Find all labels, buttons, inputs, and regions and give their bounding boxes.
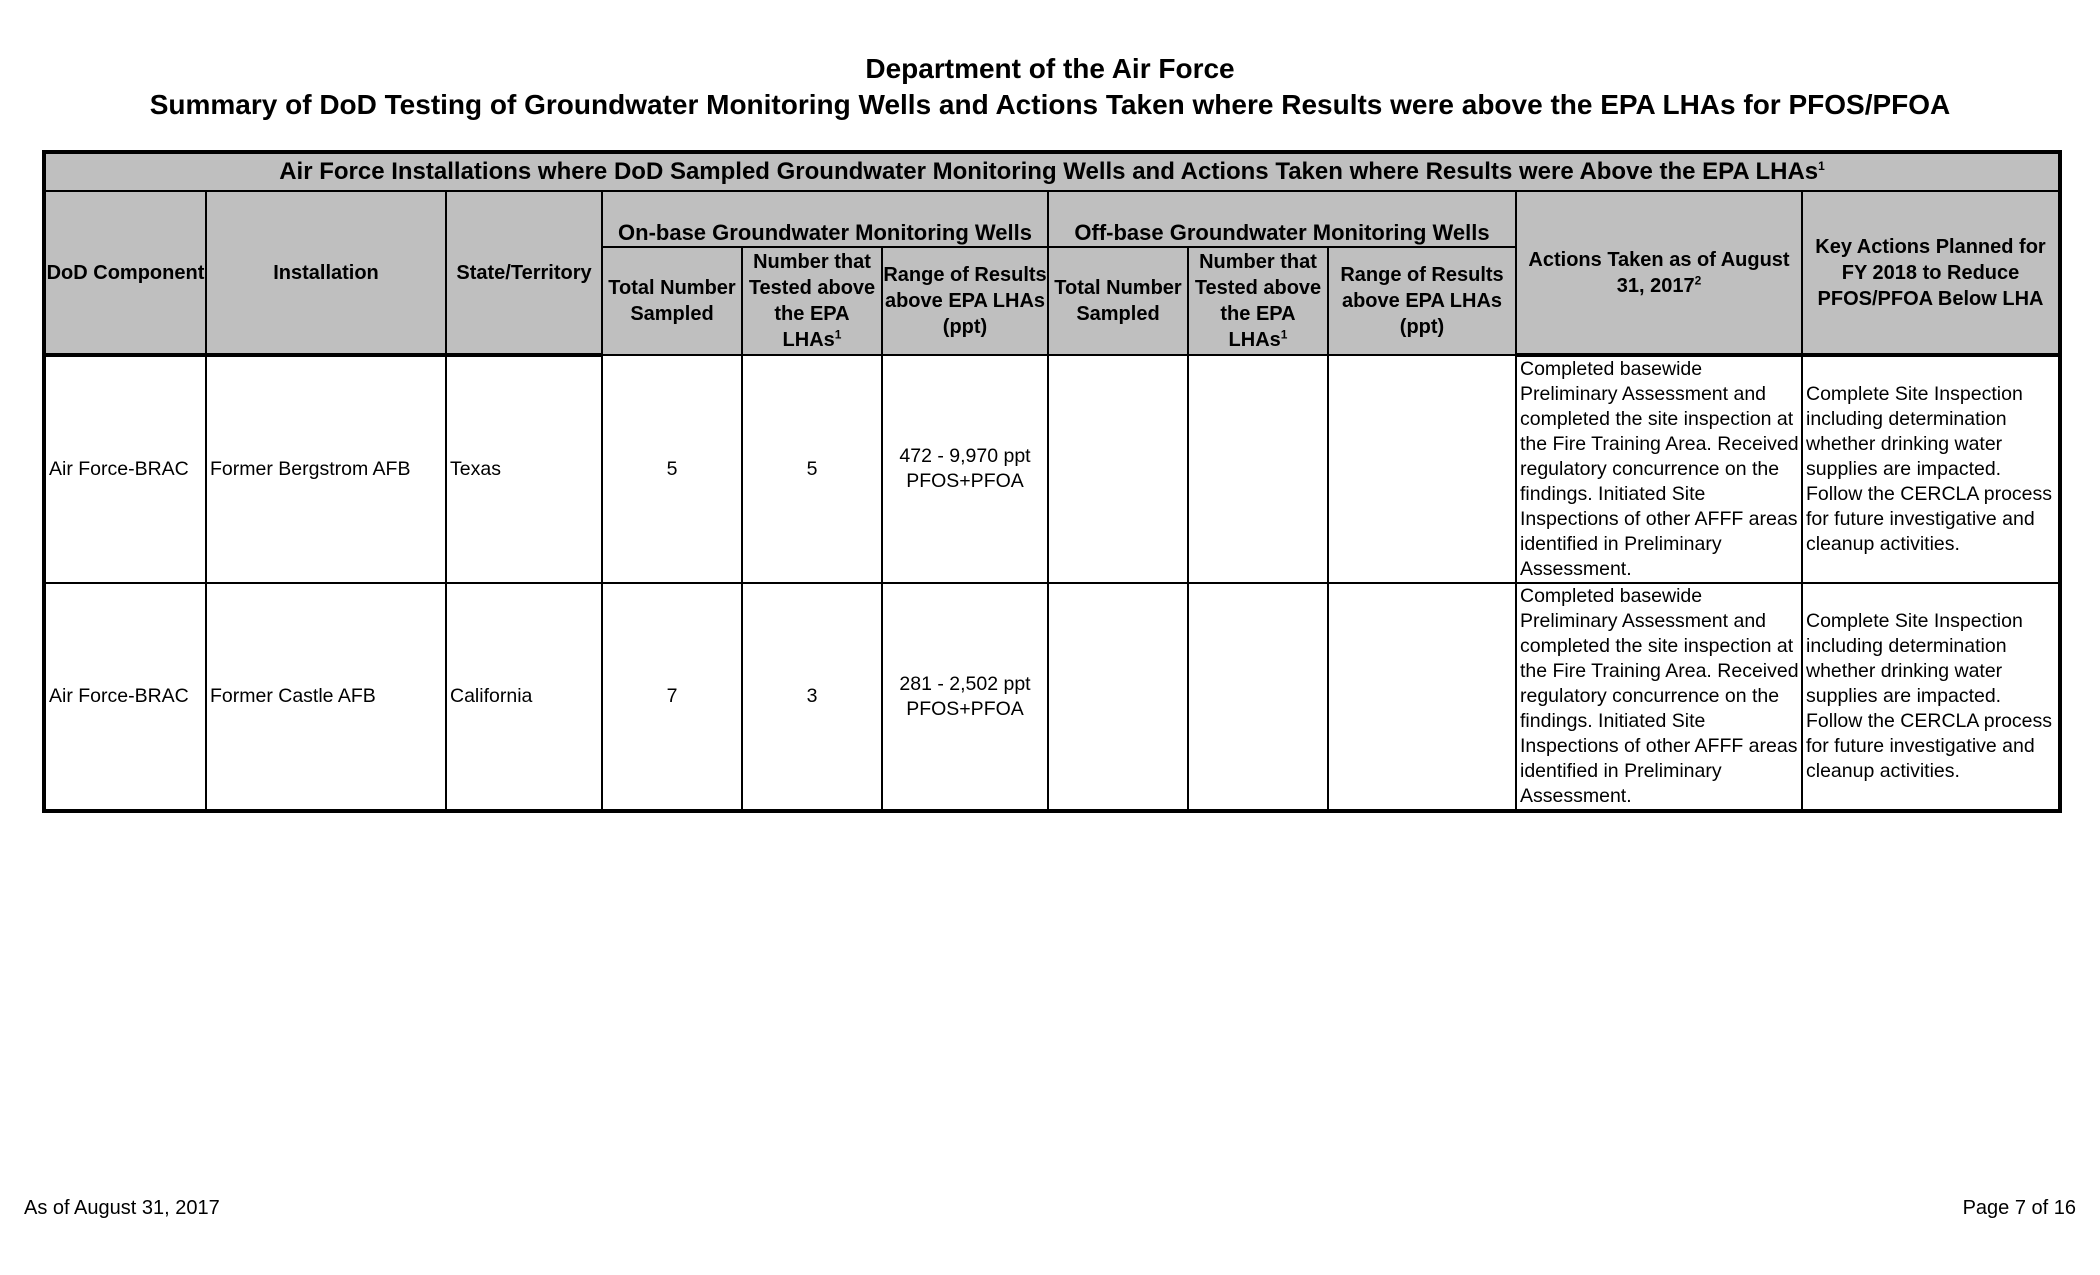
- cell-offbase-above: [1188, 355, 1328, 583]
- cell-onbase-above: 5: [742, 355, 882, 583]
- header-state: [446, 191, 602, 355]
- cell-onbase-range: 281 - 2,502 ppt PFOS+PFOA: [882, 583, 1048, 811]
- header-offbase-above-label: Number that Tested above the EPA LHAs: [1194, 251, 1322, 351]
- cell-state: California: [446, 583, 602, 811]
- header-actions-taken-label: Actions Taken as of August 31, 2017: [1528, 248, 1790, 297]
- header-installation-label: Installation: [273, 261, 379, 284]
- cell-key-actions: Complete Site Inspection including determination whether drinking water supplies are impacted. Follow the CERCLA process for future investigative and cleanup activities.: [1802, 583, 2060, 811]
- cell-key-actions: Complete Site Inspection including determination whether drinking water supplies are impacted. Follow the CERCLA process for future investigative and cleanup activities.: [1802, 355, 2060, 583]
- header-dod-component: [44, 191, 206, 355]
- document-subtitle: Summary of DoD Testing of Groundwater Monitoring Wells and Actions Taken where Results were above the EPA LHAs for PFOS/PFOA: [149, 89, 1951, 120]
- cell-onbase-total: 7: [602, 583, 742, 811]
- cell-offbase-total: [1048, 355, 1188, 583]
- header-onbase-above-label: Number that Tested above the EPA LHAs: [748, 251, 876, 351]
- header-onbase-range: [882, 247, 1048, 355]
- cell-installation: Former Bergstrom AFB: [206, 355, 446, 583]
- header-onbase-total-label: Total Number Sampled: [608, 277, 736, 325]
- header-onbase-group: On-base Groundwater Monitoring Wells: [602, 191, 1048, 247]
- header-offbase-range-label: Range of Results above EPA LHAs (ppt): [1340, 264, 1504, 338]
- table-banner: [44, 152, 2060, 191]
- table-banner-text: Air Force Installations where DoD Sampled Groundwater Monitoring Wells and Actions Taken where Results were Above the EPA LHAs: [279, 158, 1819, 185]
- cell-offbase-total: [1048, 583, 1188, 811]
- header-onbase-range-label: Range of Results above EPA LHAs (ppt): [883, 264, 1047, 338]
- cell-offbase-range: [1328, 583, 1516, 811]
- header-offbase-total: [1048, 247, 1188, 355]
- header-state-label: State/Territory: [456, 261, 592, 284]
- cell-onbase-above: 3: [742, 583, 882, 811]
- header-dod-component-label: DoD Component: [46, 261, 205, 284]
- cell-actions-taken: Completed basewide Preliminary Assessment and completed the site inspection at the Fire Training Area. Received regulatory concurrence on the findings. Initiated Site Inspections of other AFFF areas identified in Preliminary Assessment.: [1516, 355, 1802, 583]
- cell-component: Air Force-BRAC: [44, 583, 206, 811]
- header-actions-taken-footnote: 2: [1694, 272, 1702, 287]
- header-onbase-above-footnote: 1: [834, 327, 842, 342]
- header-installation: [206, 191, 446, 355]
- footer-date: As of August 31, 2017: [24, 1197, 220, 1219]
- header-offbase-above: [1188, 247, 1328, 355]
- header-offbase-total-label: Total Number Sampled: [1054, 277, 1182, 325]
- table-row: [44, 583, 2060, 811]
- header-offbase-range: [1328, 247, 1516, 355]
- cell-onbase-range: 472 - 9,970 ppt PFOS+PFOA: [882, 355, 1048, 583]
- cell-state: Texas: [446, 355, 602, 583]
- table-row: [44, 355, 2060, 583]
- footer-page-number: Page 7 of 16: [1962, 1197, 2076, 1219]
- cell-onbase-total: 5: [602, 355, 742, 583]
- header-key-actions: [1802, 191, 2060, 355]
- header-offbase-group: Off-base Groundwater Monitoring Wells: [1048, 191, 1516, 247]
- cell-actions-taken: Completed basewide Preliminary Assessment and completed the site inspection at the Fire Training Area. Received regulatory concurrence on the findings. Initiated Site Inspections of other AFFF areas identified in Preliminary Assessment.: [1516, 583, 1802, 811]
- cell-offbase-range: [1328, 355, 1516, 583]
- header-offbase-above-footnote: 1: [1280, 327, 1288, 342]
- header-onbase-total: [602, 247, 742, 355]
- cell-installation: Former Castle AFB: [206, 583, 446, 811]
- header-actions-taken: [1516, 191, 1802, 355]
- installations-table: [42, 150, 2062, 813]
- header-onbase-above: [742, 247, 882, 355]
- cell-offbase-above: [1188, 583, 1328, 811]
- document-title: Department of the Air Force: [865, 53, 1235, 84]
- header-key-actions-label: Key Actions Planned for FY 2018 to Reduce PFOS/PFOA Below LHA: [1815, 235, 2046, 310]
- table-banner-footnote: 1: [1818, 159, 1825, 173]
- cell-component: Air Force-BRAC: [44, 355, 206, 583]
